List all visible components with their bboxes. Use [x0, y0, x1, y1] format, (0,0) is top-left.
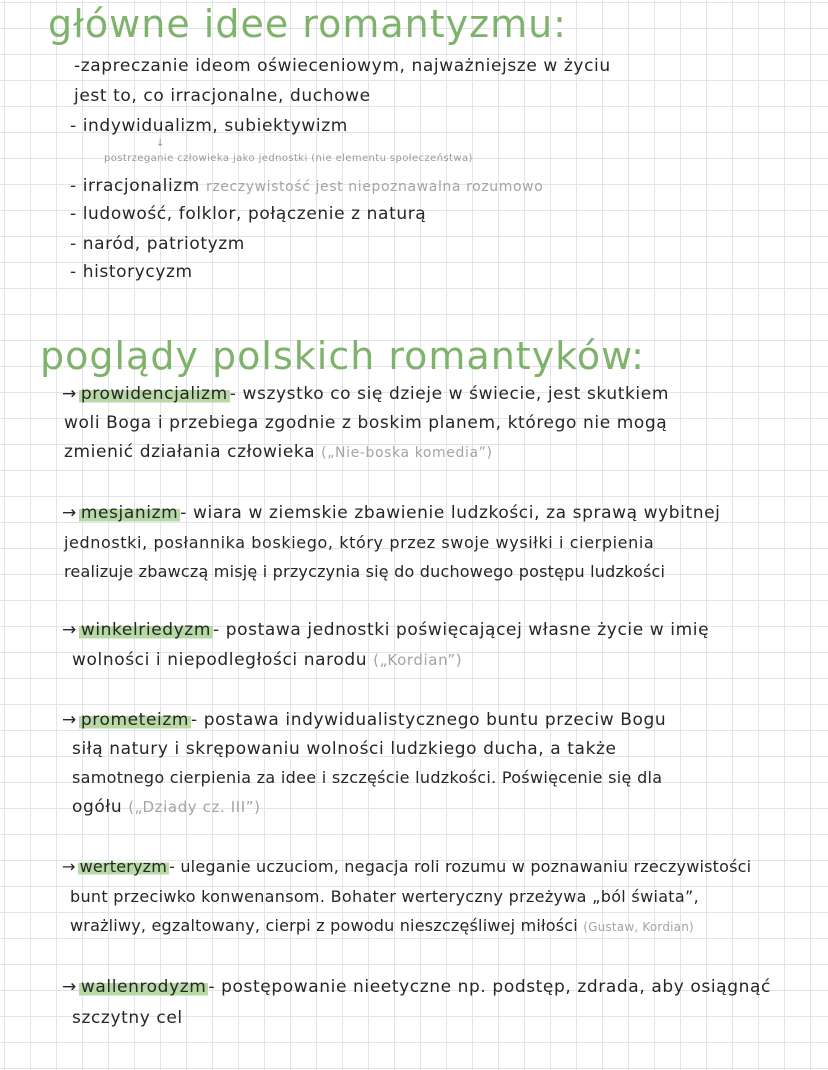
idea-item-1-line-2: jest to, co irracjonalne, duchowe — [74, 86, 371, 106]
entry-winkelriedyzm-ref: („Kordian”) — [373, 651, 463, 669]
entry-werteryzm-line-2: bunt przeciwko konwenansom. Bohater werteryczny przeżywa „ból świata”, — [70, 887, 699, 906]
entry-text: zmienić działania człowieka — [64, 442, 316, 462]
right-arrow-icon: → — [62, 977, 77, 997]
idea-item-1-line-1: -zapreczanie ideom oświeceniowym, najważniejsze w życiu — [74, 56, 611, 76]
entry-prometeizm-line-3: samotnego cierpienia za idee i szczęście ludzkości. Poświęcenie się dla — [72, 768, 663, 787]
entry-werteryzm-line-3 — [70, 916, 694, 935]
term-prowidencjalizm: prowidencjalizm — [80, 384, 228, 404]
entry-text: wrażliwy, egzaltowany, cierpi z powodu nieszczęśliwej miłości — [70, 916, 578, 935]
term-wallenrodyzm: wallenrodyzm — [80, 977, 207, 997]
right-arrow-icon: → — [62, 710, 77, 730]
entry-werteryzm-ref: (Gustaw, Kordian) — [583, 920, 694, 934]
entry-text: - postawa indywidualistycznego buntu przeciw Bogu — [191, 710, 667, 730]
entry-prometeizm-line-4 — [72, 797, 261, 817]
entry-prowidencjalizm-line-3 — [64, 442, 493, 462]
entry-text: - postawa jednostki poświęcającej własne życie w imię — [213, 620, 710, 640]
section1-title: główne idee romantyzmu: — [48, 2, 567, 46]
idea-item-3-note: rzeczywistość jest niepoznawalna rozumowo — [205, 179, 544, 195]
entry-prowidencjalizm-ref: („Nie-boska komedia”) — [321, 445, 493, 461]
entry-wallenrodyzm-line-1 — [62, 977, 771, 997]
entry-prometeizm-line-2: siłą natury i skrępowaniu wolności ludzkiego ducha, a także — [72, 739, 617, 759]
entry-prometeizm-ref: („Dziady cz. III”) — [128, 798, 261, 816]
entry-text: wolności i niepodległości narodu — [72, 650, 368, 670]
idea-item-6: - historycyzm — [70, 262, 193, 282]
entry-winkelriedyzm-line-2 — [72, 650, 462, 670]
section2-title: poglądy polskich romantyków: — [40, 334, 645, 378]
term-prometeizm: prometeizm — [80, 710, 190, 730]
idea-item-2: - indywidualizm, subiektywizm — [70, 116, 348, 136]
entry-text: - wszystko co się dzieje w świecie, jest skutkiem — [229, 384, 669, 404]
idea-item-3 — [70, 176, 543, 196]
term-mesjanizm: mesjanizm — [80, 503, 179, 523]
entry-text: ogółu — [72, 797, 123, 817]
idea-item-4: - ludowość, folklor, połączenie z naturą — [70, 204, 427, 224]
entry-winkelriedyzm-line-1 — [62, 620, 709, 640]
right-arrow-icon: → — [62, 857, 76, 876]
entry-prowidencjalizm-line-2: woli Boga i przebiega zgodnie z boskim planem, którego nie mogą — [64, 413, 668, 433]
entry-text: - postępowanie nieetyczne np. podstęp, zdrada, aby osiągnąć — [208, 977, 771, 997]
term-werteryzm: werteryzm — [79, 857, 168, 876]
entry-text: - wiara w ziemskie zbawienie ludzkości, za sprawą wybitnej — [180, 503, 721, 523]
idea-item-2-note: postrzeganie człowieka jako jednostki (nie elementu społeczeństwa) — [104, 153, 473, 164]
right-arrow-icon: → — [62, 620, 77, 640]
right-arrow-icon: → — [62, 384, 77, 404]
idea-item-5: - naród, patriotyzm — [70, 234, 245, 254]
down-arrow-icon: ↓ — [156, 138, 165, 149]
entry-mesjanizm-line-2: jednostki, posłannika boskiego, który przez swoje wysiłki i cierpienia — [64, 533, 655, 552]
entry-wallenrodyzm-line-2: szczytny cel — [72, 1008, 183, 1028]
entry-mesjanizm-line-1 — [62, 503, 721, 523]
idea-item-3-label: - irracjonalizm — [70, 176, 200, 196]
term-winkelriedyzm: winkelriedyzm — [80, 620, 211, 640]
entry-werteryzm-line-1 — [62, 857, 751, 876]
entry-prometeizm-line-1 — [62, 710, 666, 730]
entry-text: - uleganie uczuciom, negacja roli rozumu w poznawaniu rzeczywistości — [169, 857, 752, 876]
entry-prowidencjalizm-line-1 — [62, 384, 669, 404]
right-arrow-icon: → — [62, 503, 77, 523]
entry-mesjanizm-line-3: realizuje zbawczą misję i przyczynia się do duchowego postępu ludzkości — [64, 562, 666, 581]
